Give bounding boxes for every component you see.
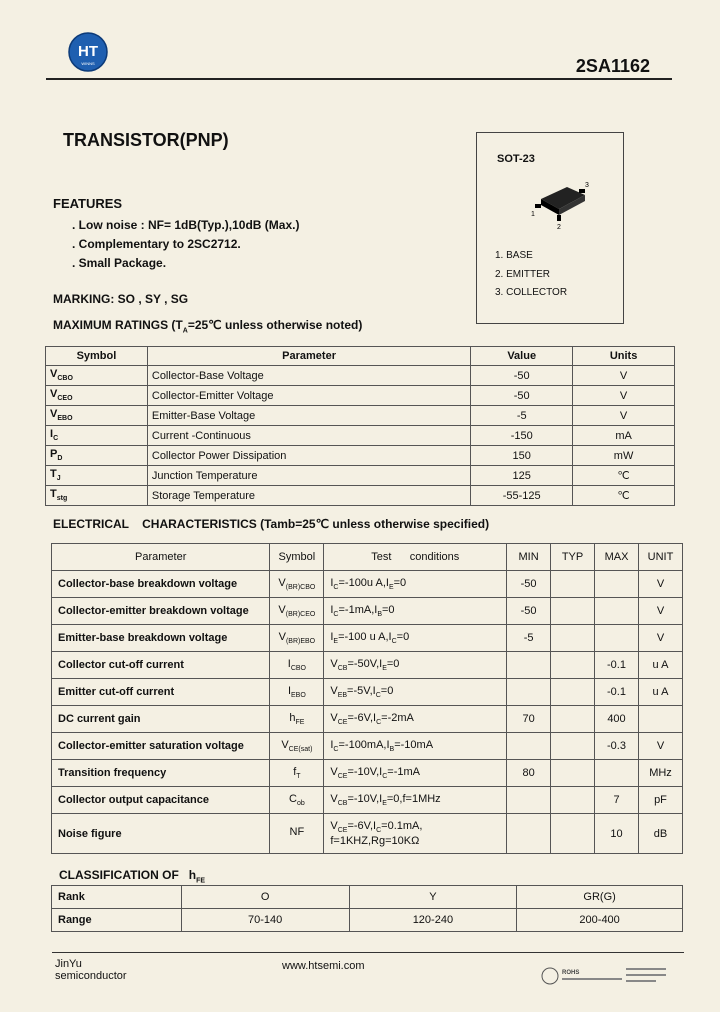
table-row bbox=[52, 814, 683, 854]
parameter-cell: Collector-emitter breakdown voltage bbox=[52, 598, 270, 625]
symbol-cell: $h_{FE}$ bbox=[270, 706, 324, 733]
max-cell bbox=[595, 625, 639, 652]
unit-cell: dB bbox=[638, 814, 682, 854]
table-row bbox=[52, 706, 683, 733]
table-row bbox=[52, 787, 683, 814]
min-cell bbox=[507, 652, 551, 679]
typ-cell bbox=[551, 787, 595, 814]
feature-item: . Complementary to 2SC2712. bbox=[72, 237, 241, 251]
symbol-cell: $V_{(BR)CEO}$ bbox=[270, 598, 324, 625]
unit-cell bbox=[638, 706, 682, 733]
typ-cell bbox=[551, 733, 595, 760]
table-row bbox=[46, 386, 675, 406]
max-cell bbox=[595, 571, 639, 598]
typ-cell bbox=[551, 625, 595, 652]
condition-cell: $V_{EB}=-5V,I_C=0$ bbox=[324, 679, 507, 706]
rank-row bbox=[52, 886, 683, 909]
parameter-cell: Current -Continuous bbox=[147, 426, 470, 446]
symbol-cell: $f_T$ bbox=[270, 760, 324, 787]
svg-text:WINNS: WINNS bbox=[81, 61, 95, 66]
symbol-cell: $V_{CBO}$ bbox=[46, 366, 148, 386]
condition-cell: $V_{CE}=-6V,I_C=-2mA$ bbox=[324, 706, 507, 733]
marking-text: MARKING: SO , SY , SG bbox=[53, 292, 189, 306]
condition-cell: $I_C=-100u$ $A,I_E=0$ bbox=[324, 571, 507, 598]
feature-item: . Low noise : NF= 1dB(Typ.),10dB (Max.) bbox=[72, 218, 300, 232]
typ-cell bbox=[551, 598, 595, 625]
condition-cell: $I_C=-100mA,I_B=-10mA$ bbox=[324, 733, 507, 760]
unit-cell: V bbox=[638, 571, 682, 598]
pin-list bbox=[495, 247, 567, 303]
symbol-cell: $V_{CE(sat)}$ bbox=[270, 733, 324, 760]
rank-cell: Y bbox=[349, 886, 517, 909]
company-name: JinYu semiconductor bbox=[55, 958, 127, 982]
company-logo bbox=[66, 32, 110, 72]
max-cell bbox=[595, 760, 639, 787]
table-row bbox=[46, 466, 675, 486]
parameter-cell: Transition frequency bbox=[52, 760, 270, 787]
table-row bbox=[52, 733, 683, 760]
rank-cell: GR(G) bbox=[517, 886, 683, 909]
col-header: Symbol bbox=[46, 347, 148, 366]
condition-cell: $V_{CB}=-10V,I_E=0,f=1MHz$ bbox=[324, 787, 507, 814]
parameter-cell: Collector cut-off current bbox=[52, 652, 270, 679]
table-row bbox=[52, 625, 683, 652]
features-list bbox=[72, 216, 299, 273]
value-cell: -55-125 bbox=[471, 486, 573, 506]
symbol-cell: $I_{CBO}$ bbox=[270, 652, 324, 679]
symbol-cell: $V_{(BR)EBO}$ bbox=[270, 625, 324, 652]
parameter-cell: Storage Temperature bbox=[147, 486, 470, 506]
parameter-cell: Collector-Emitter Voltage bbox=[147, 386, 470, 406]
unit-cell: V bbox=[638, 598, 682, 625]
symbol-cell: $P_D$ bbox=[46, 446, 148, 466]
condition-cell: $I_C=-1mA,I_B=0$ bbox=[324, 598, 507, 625]
typ-cell bbox=[551, 571, 595, 598]
svg-text:1: 1 bbox=[531, 211, 535, 218]
col-header: UNIT bbox=[638, 544, 682, 571]
electrical-heading: ELECTRICAL CHARACTERISTICS (Tamb=25℃ unless otherwise specified) bbox=[53, 517, 490, 531]
parameter-cell: Emitter cut-off current bbox=[52, 679, 270, 706]
max-cell: -0.1 bbox=[595, 652, 639, 679]
table-header-row bbox=[52, 544, 683, 571]
parameter-cell: Noise figure bbox=[52, 814, 270, 854]
condition-cell: $V_{CE}=-6V,I_C=0.1mA$, f=1KHZ,Rg=10KΩ bbox=[324, 814, 507, 854]
svg-text:2: 2 bbox=[557, 224, 561, 229]
unit-cell: u A bbox=[638, 679, 682, 706]
unit-cell: ℃ bbox=[573, 466, 675, 486]
value-cell: -50 bbox=[471, 386, 573, 406]
table-row bbox=[46, 486, 675, 506]
condition-cell: $V_{CB}=-50V,I_E=0$ bbox=[324, 652, 507, 679]
table-row bbox=[52, 598, 683, 625]
min-cell bbox=[507, 814, 551, 854]
min-cell: -50 bbox=[507, 598, 551, 625]
col-header: Test conditions bbox=[324, 544, 507, 571]
range-cell: 120-240 bbox=[349, 909, 517, 932]
sot23-package-icon bbox=[527, 179, 597, 229]
unit-cell: MHz bbox=[638, 760, 682, 787]
parameter-cell: Collector Power Dissipation bbox=[147, 446, 470, 466]
unit-cell: mA bbox=[573, 426, 675, 446]
parameter-cell: Junction Temperature bbox=[147, 466, 470, 486]
svg-text:ROHS: ROHS bbox=[562, 970, 580, 976]
typ-cell bbox=[551, 706, 595, 733]
typ-cell bbox=[551, 652, 595, 679]
parameter-cell: Collector-Base Voltage bbox=[147, 366, 470, 386]
max-cell bbox=[595, 598, 639, 625]
typ-cell bbox=[551, 679, 595, 706]
table-row bbox=[52, 571, 683, 598]
col-header: MAX bbox=[595, 544, 639, 571]
max-ratings-heading: MAXIMUM RATINGS ($T_A=25℃$ unless otherwise noted) bbox=[53, 318, 363, 335]
pin-3: 3. COLLECTOR bbox=[495, 287, 568, 298]
unit-cell: u A bbox=[638, 652, 682, 679]
table-row bbox=[46, 406, 675, 426]
unit-cell: ℃ bbox=[573, 486, 675, 506]
website-link[interactable]: www.htsemi.com bbox=[282, 960, 365, 972]
min-cell bbox=[507, 679, 551, 706]
symbol-cell: $V_{(BR)CBO}$ bbox=[270, 571, 324, 598]
max-cell: -0.3 bbox=[595, 733, 639, 760]
min-cell bbox=[507, 787, 551, 814]
symbol-cell: $I_{EBO}$ bbox=[270, 679, 324, 706]
classification-table bbox=[51, 885, 683, 932]
condition-cell: $I_E=-100$ u $A,I_C=0$ bbox=[324, 625, 507, 652]
col-header: Value bbox=[471, 347, 573, 366]
col-header: Parameter bbox=[52, 544, 270, 571]
rank-label: Rank bbox=[52, 886, 182, 909]
symbol-cell: $I_C$ bbox=[46, 426, 148, 446]
svg-text:3: 3 bbox=[585, 182, 589, 189]
part-number: 2SA1162 bbox=[575, 56, 650, 76]
condition-cell: $V_{CE}=-10V,I_C=-1mA$ bbox=[324, 760, 507, 787]
min-cell: 80 bbox=[507, 760, 551, 787]
electrical-table bbox=[51, 543, 683, 854]
symbol-cell: $T_J$ bbox=[46, 466, 148, 486]
max-ratings-table bbox=[45, 346, 675, 506]
unit-cell: V bbox=[638, 625, 682, 652]
value-cell: -50 bbox=[471, 366, 573, 386]
unit-cell: V bbox=[573, 386, 675, 406]
min-cell: -5 bbox=[507, 625, 551, 652]
min-cell: -50 bbox=[507, 571, 551, 598]
symbol-cell: $C_{ob}$ bbox=[270, 787, 324, 814]
col-header: TYP bbox=[551, 544, 595, 571]
parameter-cell: Emitter-base breakdown voltage bbox=[52, 625, 270, 652]
value-cell: 125 bbox=[471, 466, 573, 486]
range-label: Range bbox=[52, 909, 182, 932]
header-divider bbox=[46, 78, 672, 80]
col-header: Units bbox=[573, 347, 675, 366]
parameter-cell: Collector-base breakdown voltage bbox=[52, 571, 270, 598]
classification-heading: CLASSIFICATION OF $h_{FE}$ bbox=[59, 868, 206, 885]
rank-cell: O bbox=[181, 886, 349, 909]
typ-cell bbox=[551, 814, 595, 854]
typ-cell bbox=[551, 760, 595, 787]
range-cell: 70-140 bbox=[181, 909, 349, 932]
max-cell: 400 bbox=[595, 706, 639, 733]
col-header: Parameter bbox=[147, 347, 470, 366]
range-cell: 200-400 bbox=[517, 909, 683, 932]
table-header-row bbox=[46, 347, 675, 366]
pin-1: 1. BASE bbox=[495, 250, 533, 261]
pin-2: 2. EMITTER bbox=[495, 268, 551, 280]
table-row bbox=[46, 366, 675, 386]
unit-cell: V bbox=[638, 733, 682, 760]
unit-cell: mW bbox=[573, 446, 675, 466]
unit-cell: pF bbox=[638, 787, 682, 814]
symbol-cell: $V_{EBO}$ bbox=[46, 406, 148, 426]
value-cell: 150 bbox=[471, 446, 573, 466]
value-cell: -5 bbox=[471, 406, 573, 426]
unit-cell: V bbox=[573, 406, 675, 426]
table-row bbox=[46, 426, 675, 446]
parameter-cell: Emitter-Base Voltage bbox=[147, 406, 470, 426]
rohs-certification-logo bbox=[540, 962, 670, 990]
value-cell: -150 bbox=[471, 426, 573, 446]
parameter-cell: Collector-emitter saturation voltage bbox=[52, 733, 270, 760]
footer-divider bbox=[52, 952, 684, 953]
unit-cell: V bbox=[573, 366, 675, 386]
package-name: SOT-23 bbox=[497, 153, 535, 165]
table-row bbox=[46, 446, 675, 466]
min-cell: 70 bbox=[507, 706, 551, 733]
parameter-cell: DC current gain bbox=[52, 706, 270, 733]
package-box bbox=[476, 132, 624, 324]
symbol-cell: $T_{stg}$ bbox=[46, 486, 148, 506]
min-cell bbox=[507, 733, 551, 760]
symbol-cell: $V_{CEO}$ bbox=[46, 386, 148, 406]
page-title: TRANSISTOR(PNP) bbox=[63, 130, 229, 150]
table-row bbox=[52, 679, 683, 706]
max-cell: 7 bbox=[595, 787, 639, 814]
max-cell: 10 bbox=[595, 814, 639, 854]
parameter-cell: Collector output capacitance bbox=[52, 787, 270, 814]
svg-text:HT: HT bbox=[78, 43, 98, 60]
table-row bbox=[52, 652, 683, 679]
table-row bbox=[52, 760, 683, 787]
features-heading: FEATURES bbox=[53, 196, 123, 211]
symbol-cell: NF bbox=[270, 814, 324, 854]
col-header: MIN bbox=[507, 544, 551, 571]
col-header: Symbol bbox=[270, 544, 324, 571]
max-cell: -0.1 bbox=[595, 679, 639, 706]
feature-item: . Small Package. bbox=[72, 256, 167, 270]
range-row bbox=[52, 909, 683, 932]
